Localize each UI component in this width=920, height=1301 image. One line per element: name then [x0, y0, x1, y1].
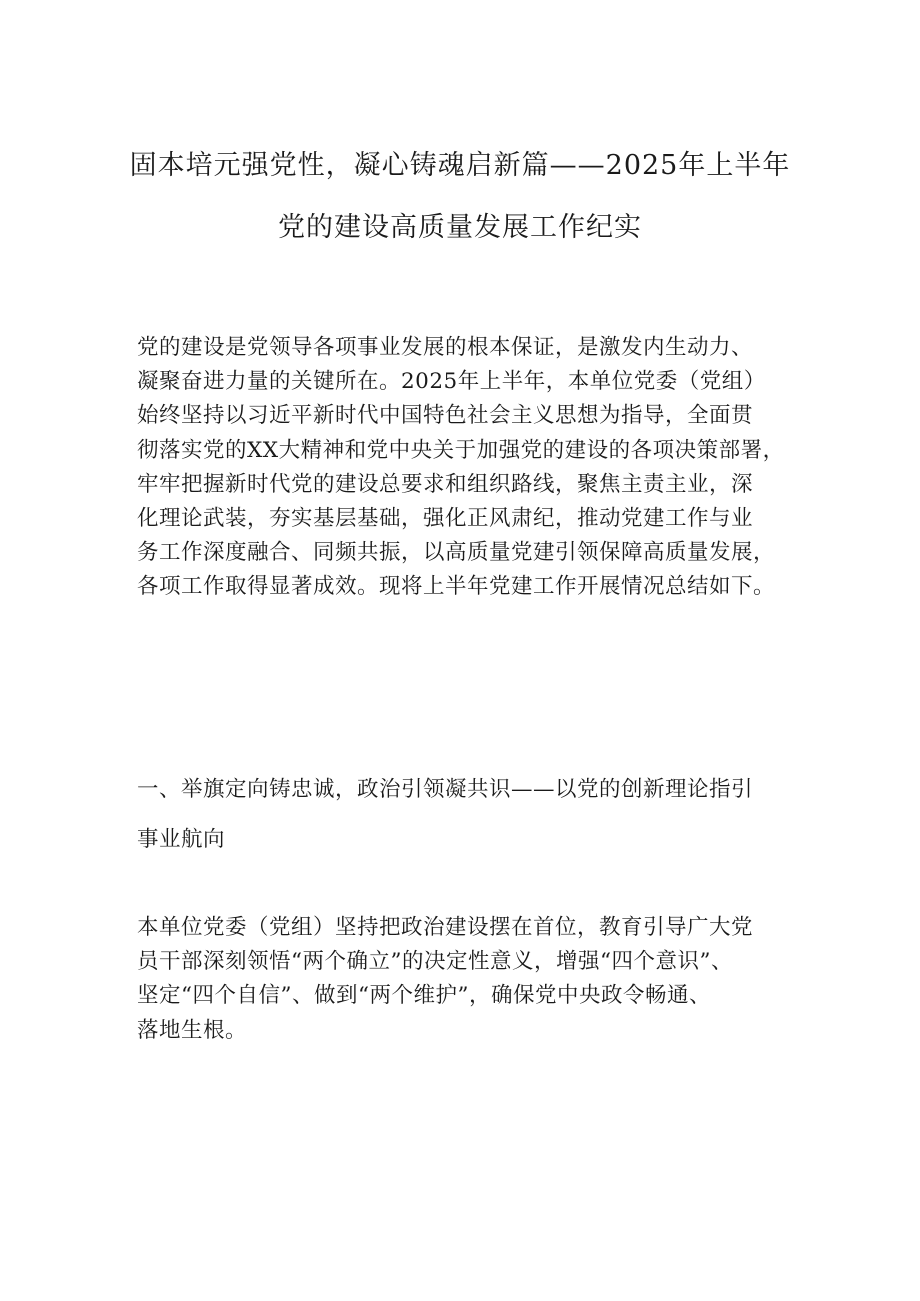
- intro-line: 始终坚持以习近平新时代中国特色社会主义思想为指导，全面贯: [137, 403, 754, 429]
- document-title-line-1: 固本培元强党性，凝心铸魂启新篇——2025年上半年: [129, 150, 791, 181]
- body-line: 坚定“四个自信”、做到“两个维护”，确保党中央政令畅通、: [137, 983, 711, 1009]
- body-line: 本单位党委（党组）坚持把政治建设摆在首位，教育引导广大党: [137, 915, 754, 940]
- section-1-heading: [137, 765, 817, 865]
- intro-line: 各项工作取得显著成效。现将上半年党建工作开展情况总结如下。: [137, 574, 776, 600]
- section-heading-line: 事业航向: [137, 827, 226, 852]
- body-line: 员干部深刻领悟“两个确立”的决定性意义，增强“四个意识”、: [137, 949, 733, 975]
- intro-line: 化理论武装，夯实基层基础，强化正风肃纪，推动党建工作与业: [137, 506, 754, 532]
- intro-line: 务工作深度融合、同频共振，以高质量党建引领保障高质量发展，: [137, 540, 776, 566]
- intro-line: 牢牢把握新时代党的建设总要求和组织路线，聚焦主责主业，深: [137, 471, 754, 497]
- section-1-body-paragraph: [137, 911, 817, 1048]
- intro-line: 彻落实党的XX大精神和党中央关于加强党的建设的各项决策部署，: [137, 437, 785, 463]
- intro-line: 凝聚奋进力量的关键所在。2025年上半年，本单位党委（党组）: [137, 369, 766, 395]
- intro-paragraph: [137, 331, 817, 605]
- document-title-line-2: 党的建设高质量发展工作纪实: [278, 212, 642, 243]
- section-heading-line: 一、举旗定向铸忠诚，政治引领凝共识——以党的创新理论指引: [137, 777, 754, 802]
- intro-line: 党的建设是党领导各项事业发展的根本保证，是激发内生动力、: [137, 335, 754, 360]
- body-line: 落地生根。: [137, 1017, 248, 1043]
